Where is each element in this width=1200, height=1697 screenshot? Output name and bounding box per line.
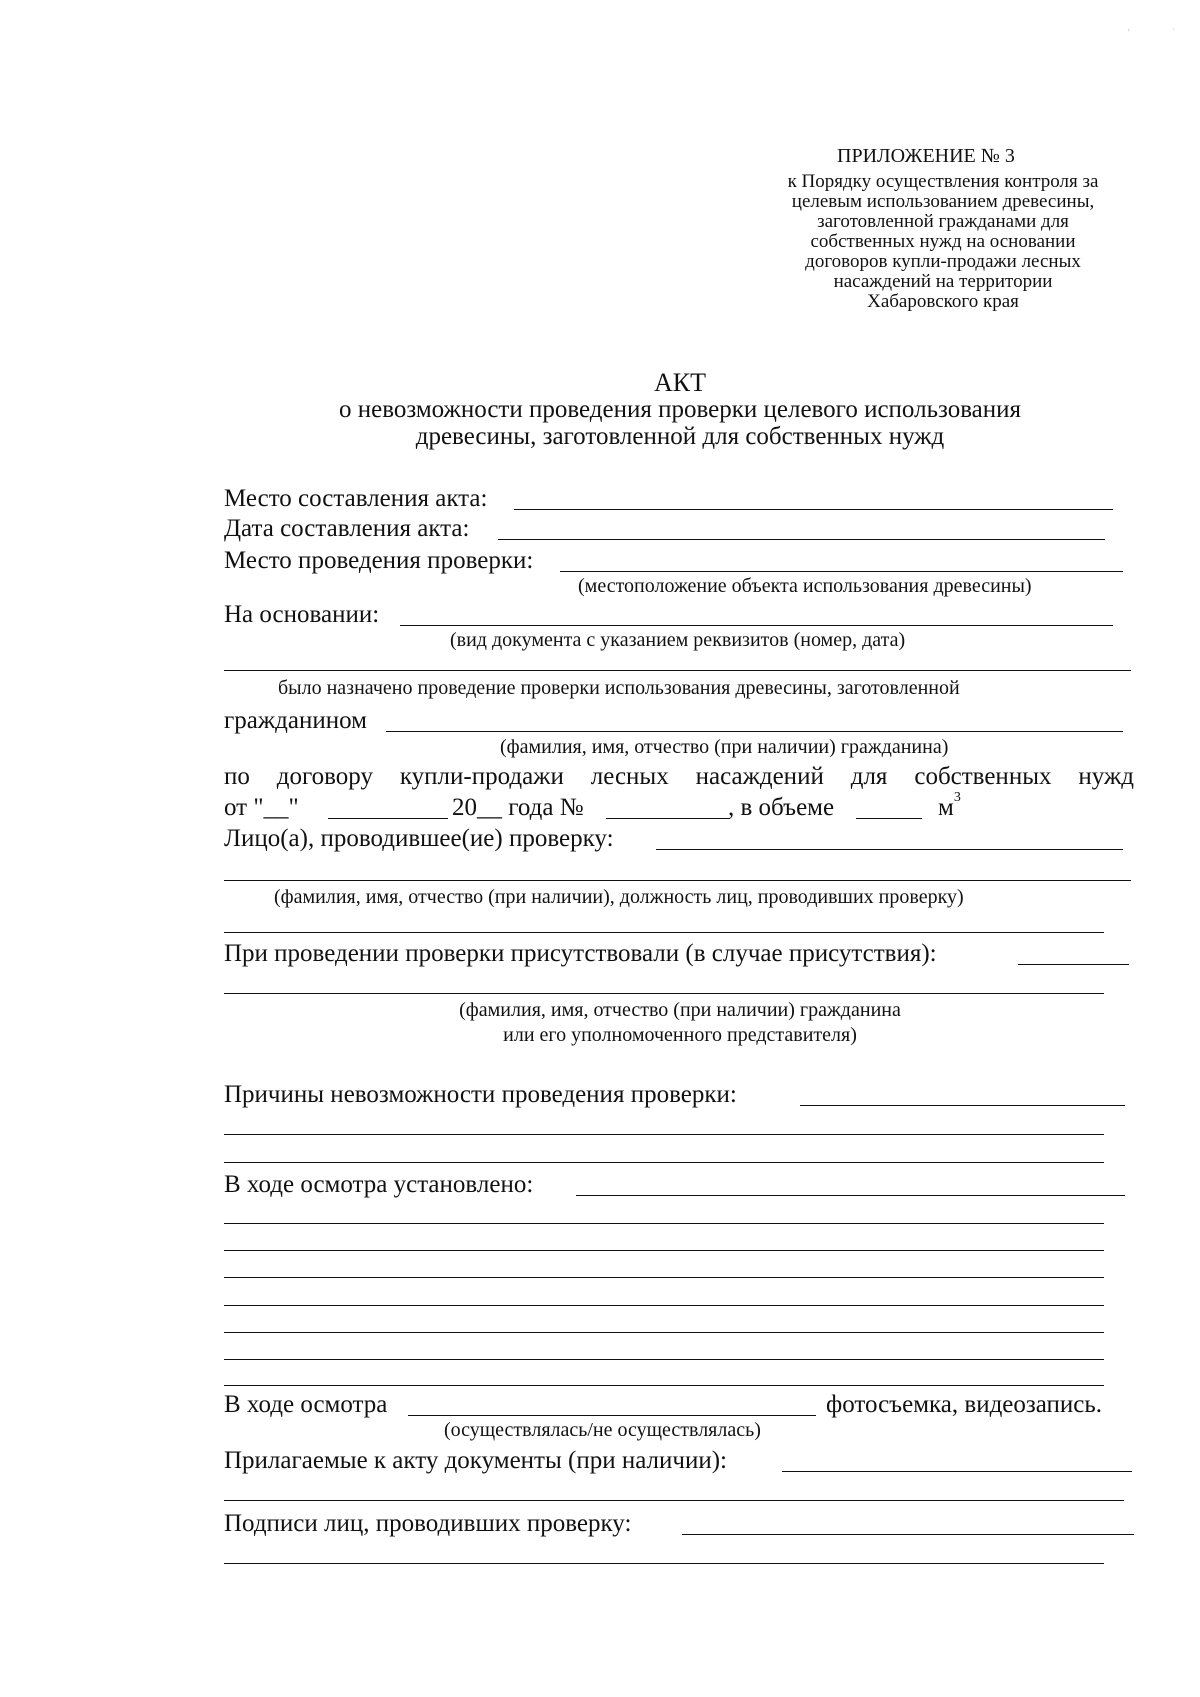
persons-line-2[interactable] (224, 880, 1131, 881)
present-label: При проведении проверки присутствовали (в случае присутствия): (224, 940, 937, 967)
place-act-line[interactable] (514, 509, 1113, 510)
reasons-line-3[interactable] (224, 1162, 1104, 1163)
present-line-2[interactable] (224, 993, 1104, 994)
persons-line[interactable] (656, 849, 1123, 850)
header-line: целевым использованием древесины, (791, 191, 1095, 212)
contract-year-label: 20__ года № (452, 794, 584, 821)
header-line: собственных нужд на основании (810, 231, 1076, 252)
reasons-line[interactable] (800, 1105, 1125, 1106)
signatures-label: Подписи лиц, проводивших проверку: (224, 1510, 632, 1537)
established-line[interactable] (576, 1195, 1125, 1196)
document-subtitle: о невозможности проведения проверки целевого использования (338, 396, 1022, 423)
contract-volume-label: , в объеме (728, 794, 835, 821)
media-suffix: фотосъемка, видеозапись. (826, 1391, 1103, 1418)
contract-word: купли-продажи (399, 763, 564, 790)
media-line[interactable] (408, 1415, 816, 1416)
contract-word: нужд (1078, 763, 1134, 790)
media-prefix: В ходе осмотра (224, 1391, 388, 1418)
attachments-line[interactable] (782, 1471, 1132, 1472)
persons-hint: (фамилия, имя, отчество (при наличии), должность лиц, проводивших проверку) (274, 886, 964, 908)
citizen-hint: (фамилия, имя, отчество (при наличии) гражданина) (500, 736, 949, 758)
contract-word: для (850, 763, 888, 790)
contract-word: лесных (590, 763, 669, 790)
contract-number-line[interactable] (606, 818, 730, 819)
place-check-label: Место проведения проверки: (224, 547, 534, 574)
contract-word: договору (276, 763, 373, 790)
basis-line[interactable] (400, 625, 1113, 626)
persons-label: Лицо(а), проводившее(ие) проверку: (224, 825, 614, 852)
established-line-7[interactable] (224, 1359, 1104, 1360)
established-line-6[interactable] (224, 1332, 1104, 1333)
header-line: Хабаровского края (867, 291, 1019, 312)
contract-unit (938, 790, 961, 821)
place-act-label: Место составления акта: (224, 485, 488, 512)
established-line-5[interactable] (224, 1305, 1104, 1306)
document-subtitle: древесины, заготовленной для собственных нужд (415, 423, 945, 450)
established-line-3[interactable] (224, 1250, 1104, 1251)
present-hint: или его уполномоченного представителя) (503, 1024, 857, 1046)
contract-word: насаждений (695, 763, 824, 790)
established-label: В ходе осмотра установлено: (224, 1171, 534, 1198)
present-hint: (фамилия, имя, отчество (при наличии) гражданина (459, 999, 901, 1021)
media-hint: (осуществлялась/не осуществлялась) (444, 1419, 761, 1441)
contract-volume-line[interactable] (856, 818, 922, 819)
present-line[interactable] (1018, 964, 1129, 965)
reasons-label: Причины невозможности проведения проверки: (224, 1081, 737, 1108)
contract-word: по (224, 763, 250, 790)
header-line: договоров купли-продажи лесных (805, 251, 1081, 272)
contract-from-label: от "__" (224, 794, 299, 821)
date-act-line[interactable] (498, 539, 1105, 540)
date-act-label: Дата составления акта: (224, 515, 470, 542)
signatures-line-2[interactable] (224, 1563, 1104, 1564)
persons-line-3[interactable] (224, 932, 1104, 933)
signatures-line[interactable] (682, 1534, 1134, 1535)
place-check-line[interactable] (560, 571, 1123, 572)
assigned-text: было назначено проведение проверки использования древесины, заготовленной (278, 677, 960, 699)
scan-mark: ' (1128, 28, 1130, 39)
contract-line (224, 764, 1134, 789)
appendix-title: ПРИЛОЖЕНИЕ № 3 (837, 145, 1015, 167)
attachments-line-2[interactable] (224, 1500, 1124, 1501)
unit-superscript: 3 (953, 790, 961, 805)
header-line: к Порядку осуществления контроля за (787, 171, 1099, 192)
established-line-2[interactable] (224, 1223, 1104, 1224)
established-line-4[interactable] (224, 1277, 1104, 1278)
citizen-line[interactable] (386, 731, 1123, 732)
reasons-line-2[interactable] (224, 1134, 1104, 1135)
established-line-8[interactable] (224, 1385, 1104, 1386)
basis-line-2[interactable] (224, 670, 1131, 671)
basis-hint: (вид документа с указанием реквизитов (номер, дата) (450, 629, 906, 651)
header-line: насаждений на территории (833, 271, 1053, 292)
document-title: АКТ (654, 368, 706, 397)
contract-word: собственных (914, 763, 1052, 790)
attachments-label: Прилагаемые к акту документы (при наличии): (224, 1447, 728, 1474)
unit-text: м (938, 794, 954, 821)
place-check-hint: (местоположение объекта использования древесины) (578, 575, 1032, 597)
citizen-label: гражданином (224, 707, 367, 734)
contract-month-line[interactable] (328, 818, 448, 819)
header-line: заготовленной гражданами для (817, 211, 1069, 232)
basis-label: На основании: (224, 601, 380, 628)
scan-mark: ` (1172, 28, 1176, 39)
